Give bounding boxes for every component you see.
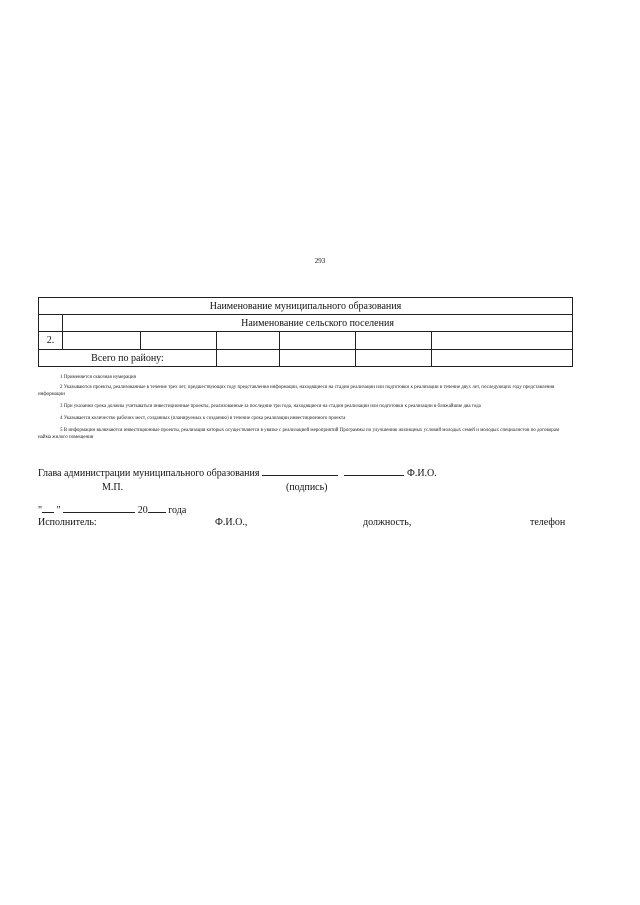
signature-caption: (подпись): [286, 482, 328, 493]
table-cell: [63, 332, 141, 350]
table-cell: [280, 350, 356, 367]
footnote-3: 3 При указании срока должны учитываться инвестиционные проекты, реализованные за последние три года, находящиеся на стадии реализации или подготовки к реализации в ближайшие два года: [60, 404, 481, 409]
date-open-quote: ": [38, 505, 43, 516]
settlement-header: Наименование сельского поселения: [63, 315, 573, 332]
table-cell: [280, 332, 356, 350]
table-cell: [217, 332, 280, 350]
total-label: Всего по району:: [39, 350, 217, 367]
executor-label: Исполнитель:: [38, 517, 97, 528]
executor-fio: Ф.И.О.,: [215, 517, 248, 528]
page-number: 293: [314, 257, 326, 265]
table-cell: [141, 332, 217, 350]
day-blank: [42, 512, 54, 513]
total-row: [39, 350, 573, 367]
head-label: Глава администрации муниципального образования: [38, 468, 260, 479]
table-cell: [356, 350, 432, 367]
date-close-quote: ": [56, 505, 61, 516]
date-line: [38, 505, 186, 516]
settlement-spacer-cell: [39, 315, 63, 332]
year-blank: [148, 512, 166, 513]
settlement-header-row: [39, 315, 573, 332]
date-suffix: года: [168, 505, 187, 516]
executor-phone: телефон: [530, 517, 566, 528]
table-cell: [356, 332, 432, 350]
footnotes: [38, 374, 572, 446]
stamp-label: М.П.: [102, 482, 124, 493]
footnote-4: 4 Указывается количество рабочих мест, созданных (планируемых к созданию) в течение срока реализации инвестиционного проекта: [60, 416, 346, 421]
footnote-1: 1 Применяется сквозная нумерация: [60, 375, 136, 380]
table-cell: [217, 350, 280, 367]
footnote-5: 5 В информации включаются инвестиционные проекты, реализация которых осуществляется в увязке с реализацией мероприятий Программы по улучшению жилищных условий молодых семей и молодых специалистов по договорам найма жилого помещения: [38, 428, 560, 440]
head-fio: Ф.И.О.: [406, 468, 437, 479]
table-cell: [432, 350, 573, 367]
footnote-2: 2 Указываются проекты, реализованные в течение трех лет, предшествующих году представления информации, находящиеся на стадии реализации или подготовки к реализации в течение двух лет, последующих году представления информации: [38, 385, 555, 397]
month-blank: [63, 512, 135, 513]
row-number: 2.: [39, 332, 63, 350]
table-cell: [432, 332, 573, 350]
signature-blank: [262, 475, 338, 476]
name-blank: [344, 475, 404, 476]
executor-position: должность,: [363, 517, 412, 528]
table-row: [39, 332, 573, 350]
projects-table: [38, 297, 573, 367]
municipal-header-row: [39, 298, 573, 315]
date-century: 20: [137, 505, 148, 516]
head-signature-line: [38, 468, 437, 479]
municipal-header: Наименование муниципального образования: [39, 298, 573, 315]
